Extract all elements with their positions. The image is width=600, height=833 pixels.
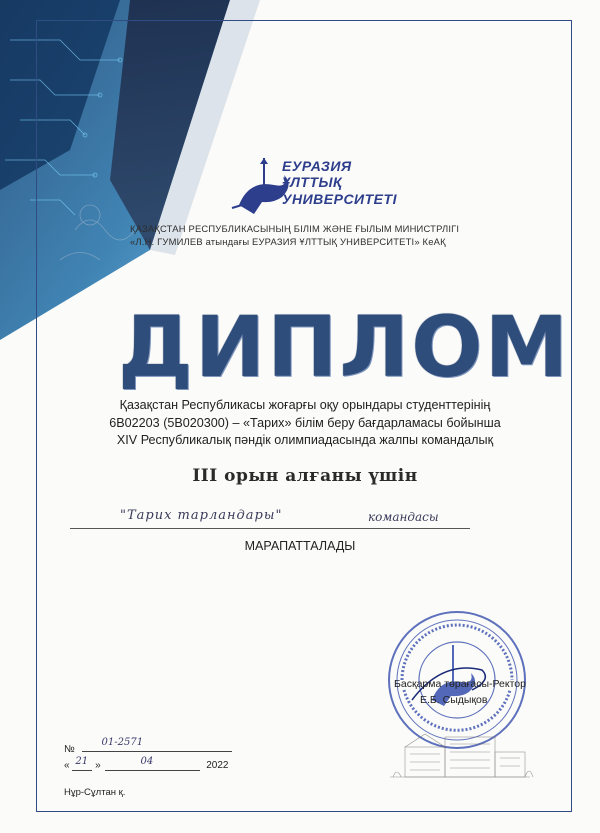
number-label: № (64, 744, 75, 755)
registration-number-row (64, 737, 232, 755)
team-name-underline (70, 528, 470, 529)
date-close-quote: » (95, 760, 101, 771)
date-month-field (105, 756, 200, 771)
number-value: 01-2571 (101, 737, 144, 748)
date-year: 2022 (206, 760, 229, 771)
issuer-block (130, 222, 490, 248)
date-day: 21 (75, 756, 89, 767)
date-open-quote: « (64, 760, 70, 771)
logo-text-line3: УНИВЕРСИТЕТІ (282, 191, 397, 207)
date-day-field (72, 756, 92, 771)
number-field (82, 737, 232, 752)
award-reason (70, 397, 540, 450)
university-building-illustration (385, 722, 535, 784)
awarded-label: МАРАПАТТАЛАДЫ (244, 539, 356, 553)
reason-line-3: XIV Республикалық пәндік олимпиадасында жалпы командалық (116, 433, 494, 447)
issue-date-row (64, 756, 229, 771)
reason-line-2: 6В02203 (5В020300) – «Тарих» білім беру бағдарламасы бойынша (109, 415, 501, 430)
reason-line-1: Қазақстан Республикасы жоғарғы оқу орындары студенттерінің (119, 398, 491, 412)
signatory-title: Басқарма төрағасы-Ректор (394, 678, 526, 690)
university-line: «Л.Н. ГУМИЛЕВ атындағы ЕУРАЗИЯ ҰЛТТЫҚ УНИВЕРСИТЕТІ» КеАҚ (130, 236, 446, 247)
logo-text-line1: ЕУРАЗИЯ (282, 158, 352, 174)
diploma-title: ДИПЛОМ (118, 298, 571, 396)
team-suffix-handwritten: командасы (368, 510, 439, 524)
signatory-name: Е.Б. Сыдықов (420, 694, 488, 706)
issue-city: Нұр-Сұлтан қ. (64, 787, 126, 798)
date-month: 04 (140, 756, 154, 767)
team-name-handwritten: "Тарих тарландары" (120, 508, 283, 523)
ministry-line: ҚАЗАҚСТАН РЕСПУБЛИКАСЫНЫҢ БІЛІМ ЖӘНЕ ҒЫЛЫМ МИНИСТРЛІГІ (130, 223, 460, 234)
logo-text-line2: ҰЛТТЫҚ (282, 174, 343, 190)
place-statement: III орын алғаны үшін (192, 466, 418, 486)
